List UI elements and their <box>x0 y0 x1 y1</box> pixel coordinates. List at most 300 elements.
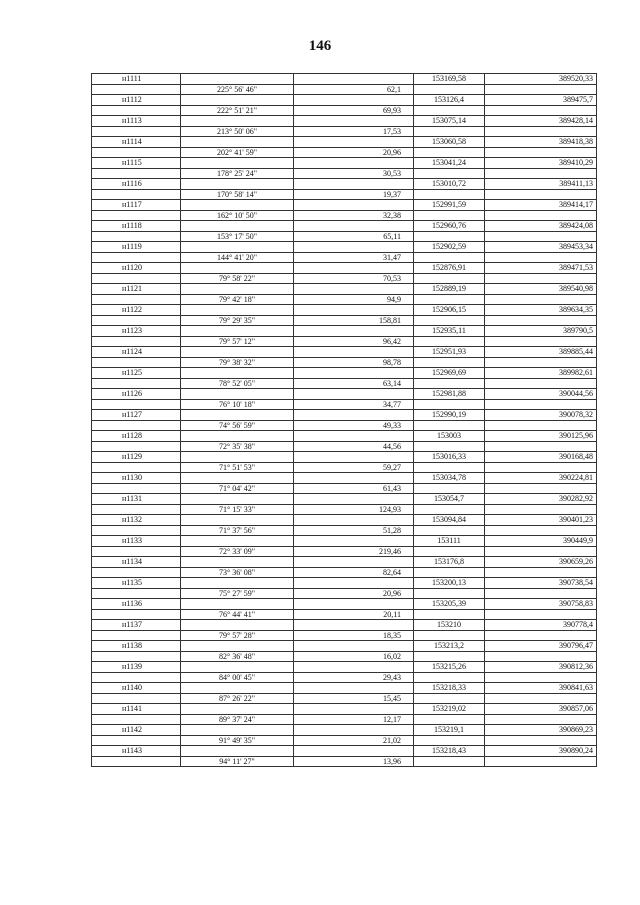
empty-cell <box>414 316 485 326</box>
empty-cell <box>181 536 294 547</box>
point-row <box>92 368 597 379</box>
direction-angle: 79° 57' 28" <box>181 631 294 641</box>
empty-cell <box>485 358 597 368</box>
empty-cell <box>92 85 181 95</box>
x-coordinate: 153111 <box>414 536 485 547</box>
direction-angle: 91° 49' 35" <box>181 736 294 746</box>
empty-cell <box>92 673 181 683</box>
empty-cell <box>294 389 414 400</box>
empty-cell <box>414 526 485 536</box>
empty-cell <box>294 683 414 694</box>
segment-row <box>92 631 597 641</box>
segment-length: 59,27 <box>294 463 414 473</box>
segment-row <box>92 673 597 683</box>
x-coordinate: 152889,19 <box>414 284 485 295</box>
direction-angle: 94° 11' 27" <box>181 757 294 767</box>
x-coordinate: 153126,4 <box>414 95 485 106</box>
empty-cell <box>485 652 597 662</box>
empty-cell <box>294 347 414 358</box>
empty-cell <box>485 442 597 452</box>
x-coordinate: 152906,15 <box>414 305 485 316</box>
empty-cell <box>294 515 414 526</box>
segment-row <box>92 274 597 284</box>
empty-cell <box>485 505 597 515</box>
point-name: н1138 <box>92 641 181 652</box>
segment-length: 15,45 <box>294 694 414 704</box>
empty-cell <box>485 400 597 410</box>
segment-length: 51,28 <box>294 526 414 536</box>
page-number: 146 <box>308 38 332 54</box>
empty-cell <box>181 725 294 736</box>
direction-angle: 75° 27' 59" <box>181 589 294 599</box>
point-name: н1131 <box>92 494 181 505</box>
y-coordinate: 389982,61 <box>485 368 597 379</box>
point-name: н1128 <box>92 431 181 442</box>
empty-cell <box>92 127 181 137</box>
empty-cell <box>485 715 597 725</box>
direction-angle: 71° 04' 42" <box>181 484 294 494</box>
empty-cell <box>485 295 597 305</box>
empty-cell <box>92 295 181 305</box>
empty-cell <box>92 610 181 620</box>
empty-cell <box>92 337 181 347</box>
segment-row <box>92 715 597 725</box>
empty-cell <box>414 295 485 305</box>
empty-cell <box>181 179 294 190</box>
empty-cell <box>414 757 485 767</box>
empty-cell <box>485 148 597 158</box>
direction-angle: 170° 58' 14" <box>181 190 294 200</box>
segment-row <box>92 253 597 263</box>
segment-row <box>92 652 597 662</box>
empty-cell <box>414 358 485 368</box>
point-row <box>92 746 597 757</box>
segment-length: 17,53 <box>294 127 414 137</box>
empty-cell <box>414 190 485 200</box>
direction-angle: 82° 36' 48" <box>181 652 294 662</box>
empty-cell <box>414 484 485 494</box>
point-name: н1143 <box>92 746 181 757</box>
x-coordinate: 153169,58 <box>414 74 485 85</box>
empty-cell <box>485 610 597 620</box>
y-coordinate: 390890,24 <box>485 746 597 757</box>
empty-cell <box>181 452 294 463</box>
empty-cell <box>414 505 485 515</box>
empty-cell <box>414 421 485 431</box>
x-coordinate: 153218,33 <box>414 683 485 694</box>
direction-angle: 213° 50' 06" <box>181 127 294 137</box>
empty-cell <box>181 494 294 505</box>
direction-angle: 71° 37' 56" <box>181 526 294 536</box>
direction-angle: 87° 26' 22" <box>181 694 294 704</box>
empty-cell <box>414 715 485 725</box>
y-coordinate: 389414,17 <box>485 200 597 211</box>
direction-angle: 74° 56' 59" <box>181 421 294 431</box>
empty-cell <box>414 337 485 347</box>
segment-length: 21,02 <box>294 736 414 746</box>
segment-length: 49,33 <box>294 421 414 431</box>
empty-cell <box>92 568 181 578</box>
point-name: н1129 <box>92 452 181 463</box>
segment-length: 158,81 <box>294 316 414 326</box>
point-name: н1115 <box>92 158 181 169</box>
empty-cell <box>294 284 414 295</box>
point-row <box>92 515 597 526</box>
empty-cell <box>294 221 414 232</box>
x-coordinate: 153010,72 <box>414 179 485 190</box>
empty-cell <box>485 547 597 557</box>
y-coordinate: 389410,29 <box>485 158 597 169</box>
segment-row <box>92 379 597 389</box>
empty-cell <box>181 158 294 169</box>
segment-row <box>92 169 597 179</box>
direction-angle: 79° 29' 35" <box>181 316 294 326</box>
empty-cell <box>181 284 294 295</box>
empty-cell <box>485 589 597 599</box>
segment-row <box>92 400 597 410</box>
empty-cell <box>181 116 294 127</box>
empty-cell <box>92 463 181 473</box>
x-coordinate: 153060,58 <box>414 137 485 148</box>
segment-row <box>92 547 597 557</box>
direction-angle: 153° 17' 50" <box>181 232 294 242</box>
empty-cell <box>92 169 181 179</box>
point-name: н1117 <box>92 200 181 211</box>
empty-cell <box>294 641 414 652</box>
x-coordinate: 153054,7 <box>414 494 485 505</box>
segment-row <box>92 232 597 242</box>
direction-angle: 76° 44' 41" <box>181 610 294 620</box>
point-name: н1114 <box>92 137 181 148</box>
segment-length: 20,96 <box>294 589 414 599</box>
segment-length: 62,1 <box>294 85 414 95</box>
y-coordinate: 390125,96 <box>485 431 597 442</box>
segment-length: 18,35 <box>294 631 414 641</box>
x-coordinate: 152981,88 <box>414 389 485 400</box>
point-name: н1134 <box>92 557 181 568</box>
empty-cell <box>92 253 181 263</box>
point-row <box>92 725 597 736</box>
point-name: н1140 <box>92 683 181 694</box>
point-name: н1141 <box>92 704 181 715</box>
y-coordinate: 390778,4 <box>485 620 597 631</box>
direction-angle: 71° 15' 33" <box>181 505 294 515</box>
x-coordinate: 152990,19 <box>414 410 485 421</box>
direction-angle: 79° 57' 12" <box>181 337 294 347</box>
segment-row <box>92 190 597 200</box>
empty-cell <box>414 568 485 578</box>
empty-cell <box>294 578 414 589</box>
empty-cell <box>92 421 181 431</box>
point-row <box>92 578 597 589</box>
direction-angle: 73° 36' 08" <box>181 568 294 578</box>
empty-cell <box>294 452 414 463</box>
empty-cell <box>485 484 597 494</box>
direction-angle: 79° 42' 18" <box>181 295 294 305</box>
empty-cell <box>181 410 294 421</box>
segment-length: 20,96 <box>294 148 414 158</box>
point-name: н1132 <box>92 515 181 526</box>
empty-cell <box>181 200 294 211</box>
point-row <box>92 263 597 274</box>
point-name: н1116 <box>92 179 181 190</box>
empty-cell <box>485 568 597 578</box>
empty-cell <box>92 316 181 326</box>
segment-row <box>92 337 597 347</box>
x-coordinate: 153218,43 <box>414 746 485 757</box>
empty-cell <box>414 148 485 158</box>
coordinates-table-body <box>92 74 597 767</box>
empty-cell <box>181 662 294 673</box>
segment-length: 124,93 <box>294 505 414 515</box>
empty-cell <box>181 368 294 379</box>
empty-cell <box>181 578 294 589</box>
empty-cell <box>92 232 181 242</box>
empty-cell <box>294 536 414 547</box>
segment-row <box>92 505 597 515</box>
point-name: н1111 <box>92 74 181 85</box>
direction-angle: 71° 51' 53" <box>181 463 294 473</box>
segment-length: 96,42 <box>294 337 414 347</box>
direction-angle: 72° 33' 09" <box>181 547 294 557</box>
y-coordinate: 390869,23 <box>485 725 597 736</box>
point-name: н1121 <box>92 284 181 295</box>
empty-cell <box>414 589 485 599</box>
segment-row <box>92 757 597 767</box>
y-coordinate: 390224,81 <box>485 473 597 484</box>
empty-cell <box>414 673 485 683</box>
y-coordinate: 390758,83 <box>485 599 597 610</box>
segment-length: 20,11 <box>294 610 414 620</box>
segment-row <box>92 421 597 431</box>
empty-cell <box>92 274 181 284</box>
empty-cell <box>92 358 181 368</box>
segment-length: 19,37 <box>294 190 414 200</box>
empty-cell <box>92 484 181 494</box>
segment-row <box>92 85 597 95</box>
empty-cell <box>414 232 485 242</box>
empty-cell <box>485 106 597 116</box>
direction-angle: 162° 10' 50" <box>181 211 294 221</box>
direction-angle: 89° 37' 24" <box>181 715 294 725</box>
y-coordinate: 390812,36 <box>485 662 597 673</box>
empty-cell <box>414 400 485 410</box>
y-coordinate: 390078,32 <box>485 410 597 421</box>
segment-length: 32,38 <box>294 211 414 221</box>
empty-cell <box>92 211 181 221</box>
direction-angle: 222° 51' 21" <box>181 106 294 116</box>
empty-cell <box>92 715 181 725</box>
empty-cell <box>181 557 294 568</box>
point-name: н1112 <box>92 95 181 106</box>
point-row <box>92 557 597 568</box>
empty-cell <box>92 190 181 200</box>
point-name: н1120 <box>92 263 181 274</box>
empty-cell <box>414 463 485 473</box>
segment-length: 16,02 <box>294 652 414 662</box>
empty-cell <box>414 631 485 641</box>
empty-cell <box>414 442 485 452</box>
point-row <box>92 95 597 106</box>
empty-cell <box>485 337 597 347</box>
segment-length: 30,53 <box>294 169 414 179</box>
point-name: н1142 <box>92 725 181 736</box>
empty-cell <box>181 746 294 757</box>
y-coordinate: 390168,48 <box>485 452 597 463</box>
segment-length: 31,47 <box>294 253 414 263</box>
point-row <box>92 74 597 85</box>
empty-cell <box>294 410 414 421</box>
empty-cell <box>181 326 294 337</box>
empty-cell <box>294 557 414 568</box>
empty-cell <box>294 662 414 673</box>
x-coordinate: 153219,02 <box>414 704 485 715</box>
x-coordinate: 153205,39 <box>414 599 485 610</box>
y-coordinate: 389790,5 <box>485 326 597 337</box>
empty-cell <box>485 211 597 221</box>
empty-cell <box>414 274 485 284</box>
point-name: н1126 <box>92 389 181 400</box>
empty-cell <box>485 757 597 767</box>
direction-angle: 76° 10' 18" <box>181 400 294 410</box>
empty-cell <box>294 431 414 442</box>
segment-length: 82,64 <box>294 568 414 578</box>
empty-cell <box>181 641 294 652</box>
empty-cell <box>414 85 485 95</box>
segment-length: 70,53 <box>294 274 414 284</box>
point-name: н1124 <box>92 347 181 358</box>
empty-cell <box>485 316 597 326</box>
empty-cell <box>181 389 294 400</box>
empty-cell <box>294 137 414 148</box>
point-name: н1127 <box>92 410 181 421</box>
x-coordinate: 153215,26 <box>414 662 485 673</box>
empty-cell <box>92 631 181 641</box>
empty-cell <box>294 704 414 715</box>
empty-cell <box>414 211 485 221</box>
point-row <box>92 536 597 547</box>
empty-cell <box>485 736 597 746</box>
segment-row <box>92 610 597 620</box>
point-name: н1123 <box>92 326 181 337</box>
empty-cell <box>414 253 485 263</box>
x-coordinate: 153075,14 <box>414 116 485 127</box>
empty-cell <box>92 442 181 452</box>
empty-cell <box>181 347 294 358</box>
empty-cell <box>294 95 414 106</box>
y-coordinate: 390044,56 <box>485 389 597 400</box>
empty-cell <box>294 242 414 253</box>
point-name: н1118 <box>92 221 181 232</box>
y-coordinate: 389885,44 <box>485 347 597 358</box>
point-row <box>92 200 597 211</box>
segment-row <box>92 568 597 578</box>
point-row <box>92 599 597 610</box>
empty-cell <box>485 421 597 431</box>
segment-length: 69,93 <box>294 106 414 116</box>
direction-angle: 78° 52' 05" <box>181 379 294 389</box>
point-name: н1136 <box>92 599 181 610</box>
empty-cell <box>92 589 181 599</box>
point-row <box>92 494 597 505</box>
x-coordinate: 153213,2 <box>414 641 485 652</box>
segment-row <box>92 484 597 494</box>
coordinates-table <box>91 73 597 767</box>
empty-cell <box>485 85 597 95</box>
empty-cell <box>181 137 294 148</box>
empty-cell <box>485 232 597 242</box>
empty-cell <box>181 221 294 232</box>
y-coordinate: 389475,7 <box>485 95 597 106</box>
empty-cell <box>485 274 597 284</box>
x-coordinate: 153200,13 <box>414 578 485 589</box>
segment-row <box>92 442 597 452</box>
x-coordinate: 152969,69 <box>414 368 485 379</box>
y-coordinate: 390282,92 <box>485 494 597 505</box>
point-row <box>92 683 597 694</box>
x-coordinate: 152991,59 <box>414 200 485 211</box>
empty-cell <box>485 694 597 704</box>
point-name: н1135 <box>92 578 181 589</box>
empty-cell <box>92 757 181 767</box>
empty-cell <box>92 148 181 158</box>
x-coordinate: 153176,8 <box>414 557 485 568</box>
y-coordinate: 389428,14 <box>485 116 597 127</box>
segment-row <box>92 526 597 536</box>
empty-cell <box>414 694 485 704</box>
segment-row <box>92 106 597 116</box>
segment-length: 29,43 <box>294 673 414 683</box>
point-row <box>92 305 597 316</box>
empty-cell <box>294 620 414 631</box>
direction-angle: 225° 56' 46" <box>181 85 294 95</box>
segment-row <box>92 127 597 137</box>
empty-cell <box>181 74 294 85</box>
x-coordinate: 153034,78 <box>414 473 485 484</box>
segment-row <box>92 694 597 704</box>
direction-angle: 72° 35' 38" <box>181 442 294 452</box>
y-coordinate: 390738,54 <box>485 578 597 589</box>
x-coordinate: 152902,59 <box>414 242 485 253</box>
empty-cell <box>92 736 181 746</box>
empty-cell <box>92 379 181 389</box>
point-row <box>92 431 597 442</box>
x-coordinate: 153219,1 <box>414 725 485 736</box>
y-coordinate: 390796,47 <box>485 641 597 652</box>
y-coordinate: 389540,98 <box>485 284 597 295</box>
empty-cell <box>181 704 294 715</box>
x-coordinate: 152876,91 <box>414 263 485 274</box>
empty-cell <box>92 547 181 557</box>
direction-angle: 79° 58' 22" <box>181 274 294 284</box>
segment-row <box>92 589 597 599</box>
empty-cell <box>181 599 294 610</box>
empty-cell <box>294 725 414 736</box>
empty-cell <box>414 379 485 389</box>
segment-row <box>92 295 597 305</box>
empty-cell <box>294 74 414 85</box>
empty-cell <box>181 431 294 442</box>
empty-cell <box>294 116 414 127</box>
segment-length: 63,14 <box>294 379 414 389</box>
direction-angle: 84° 00' 45" <box>181 673 294 683</box>
empty-cell <box>181 95 294 106</box>
point-row <box>92 116 597 127</box>
segment-length: 12,17 <box>294 715 414 725</box>
y-coordinate: 389411,13 <box>485 179 597 190</box>
y-coordinate: 390659,26 <box>485 557 597 568</box>
point-row <box>92 641 597 652</box>
